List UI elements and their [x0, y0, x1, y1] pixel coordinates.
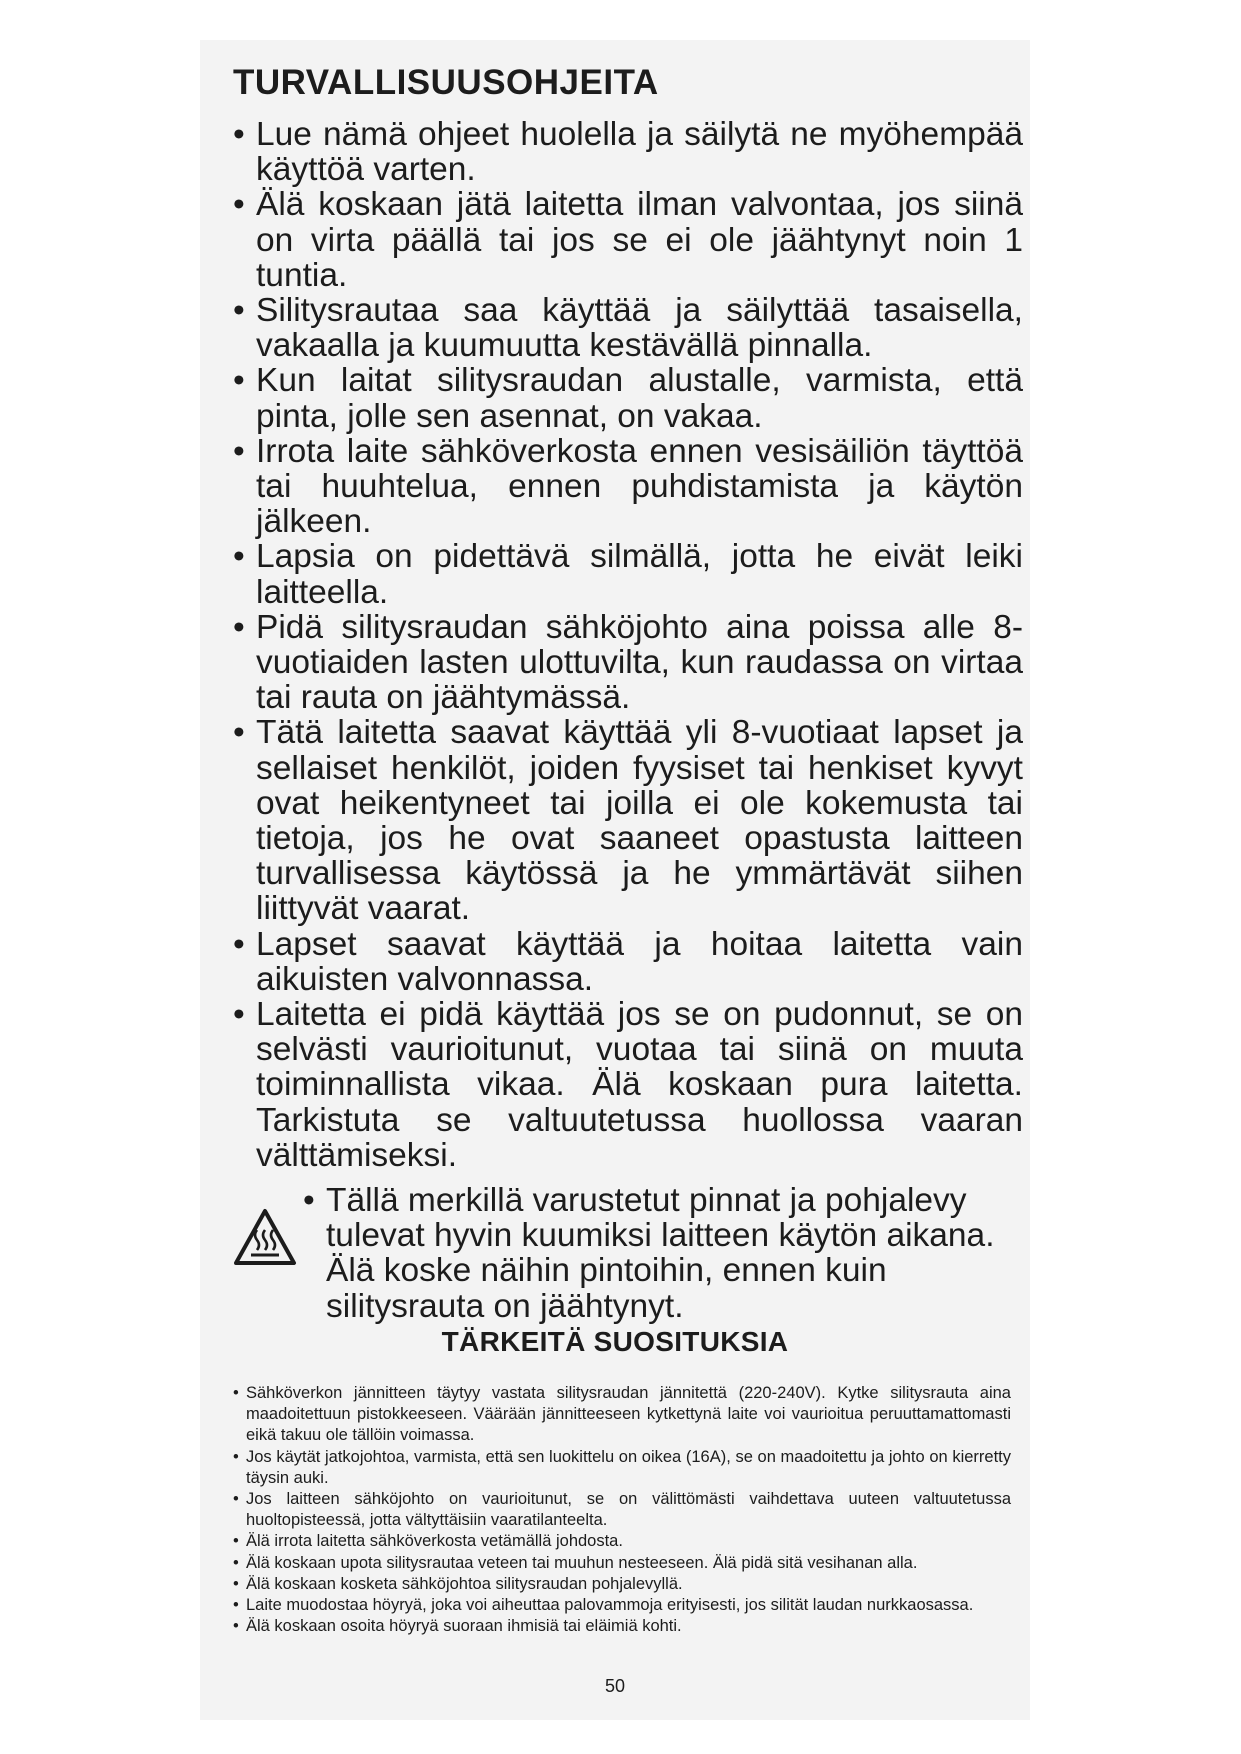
safety-item: • Pidä silitysraudan sähköjohto aina poissa alle 8-vuotiaiden lasten ulottuvilta, kun raudassa on virtaa tai rauta on jäähtymässä. [233, 610, 1023, 716]
safety-item: • Laitetta ei pidä käyttää jos se on pudonnut, se on selvästi vaurioitunut, vuotaa tai siinä on muuta toiminnallista vikaa. Älä koskaan pura laitetta. Tarkistuta se valtuutetussa huollossa vaaran välttämiseksi. [233, 997, 1023, 1173]
safety-item: • Tätä laitetta saavat käyttää yli 8-vuotiaat lapset ja sellaiset henkilöt, joiden fyysiset tai henkiset kyvyt ovat heikentyneet tai joilla ei ole kokemusta tai tietoja, jos he ovat saaneet opastusta laitteen turvallisessa käytössä ja he ymmärtävät siihen liittyvät vaarat. [233, 715, 1023, 926]
safety-instructions-list [233, 117, 1023, 1173]
safety-item: • Silitysrautaa saa käyttää ja säilyttää tasaisella, vakaalla ja kuumuutta kestävällä pinnalla. [233, 293, 1023, 363]
hot-surface-item: • Tällä merkillä varustetut pinnat ja pohjalevy tulevat hyvin kuumiksi laitteen käytön aikana. Älä koske näihin pintoihin, ennen kuin silitysrauta on jäähtynyt. [303, 1183, 1038, 1324]
recommendation-item: • Älä koskaan upota silitysrautaa veteen tai muuhun nesteeseen. Älä pidä sitä vesihanan alla. [233, 1553, 1011, 1574]
safety-item: • Kun laitat silitysraudan alustalle, varmista, että pinta, jolle sen asennat, on vakaa. [233, 363, 1023, 433]
safety-item: • Irrota laite sähköverkosta ennen vesisäiliön täyttöä tai huuhtelua, ennen puhdistamista ja käytön jälkeen. [233, 434, 1023, 540]
recommendation-item: • Laite muodostaa höyryä, joka voi aiheuttaa palovammoja erityisesti, jos silität laudan nurkkaosassa. [233, 1595, 1011, 1616]
page-number: 50 [604, 1676, 626, 1696]
recommendation-item: • Älä koskaan osoita höyryä suoraan ihmisiä tai eläimiä kohti. [233, 1616, 1011, 1637]
safety-item: • Älä koskaan jätä laitetta ilman valvontaa, jos siinä on virta päällä tai jos se ei ole jäähtynyt noin 1 tuntia. [233, 187, 1023, 293]
page-title: TURVALLISUUSOHJEITA [233, 63, 659, 102]
safety-item: • Lapsia on pidettävä silmällä, jotta he eivät leiki laitteella. [233, 539, 1023, 609]
recommendation-item: • Jos käytät jatkojohtoa, varmista, että sen luokittelu on oikea (16A), se on maadoitettu ja johto on kierretty täysin auki. [233, 1447, 1011, 1489]
safety-item: • Lue nämä ohjeet huolella ja säilytä ne myöhempää käyttöä varten. [233, 117, 1023, 187]
recommendation-item: • Älä irrota laitetta sähköverkosta vetämällä johdosta. [233, 1531, 1011, 1552]
recommendation-item: • Älä koskaan kosketa sähköjohtoa silitysraudan pohjalevyllä. [233, 1574, 1011, 1595]
hot-surface-warning-icon [233, 1208, 297, 1266]
section-subtitle: TÄRKEITÄ SUOSITUKSIA [441, 1326, 789, 1357]
recommendation-item: • Jos laitteen sähköjohto on vaurioitunut, se on välittömästi vaihdettava uuteen valtuutetussa huoltopisteessä, jotta vältyttäisiin vaaratilanteelta. [233, 1489, 1011, 1531]
recommendation-item: • Sähköverkon jännitteen täytyy vastata silitysraudan jännitettä (220-240V). Kytke silitysrauta aina maadoitettuun pistokkeeseen. Väärään jännitteeseen kytkettynä laite voi vaurioitua peruuttamattomasti eikä takuu ole tällöin voimassa. [233, 1383, 1011, 1447]
safety-item: • Lapset saavat käyttää ja hoitaa laitetta vain aikuisten valvonnassa. [233, 927, 1023, 997]
recommendations-list [233, 1383, 1011, 1637]
